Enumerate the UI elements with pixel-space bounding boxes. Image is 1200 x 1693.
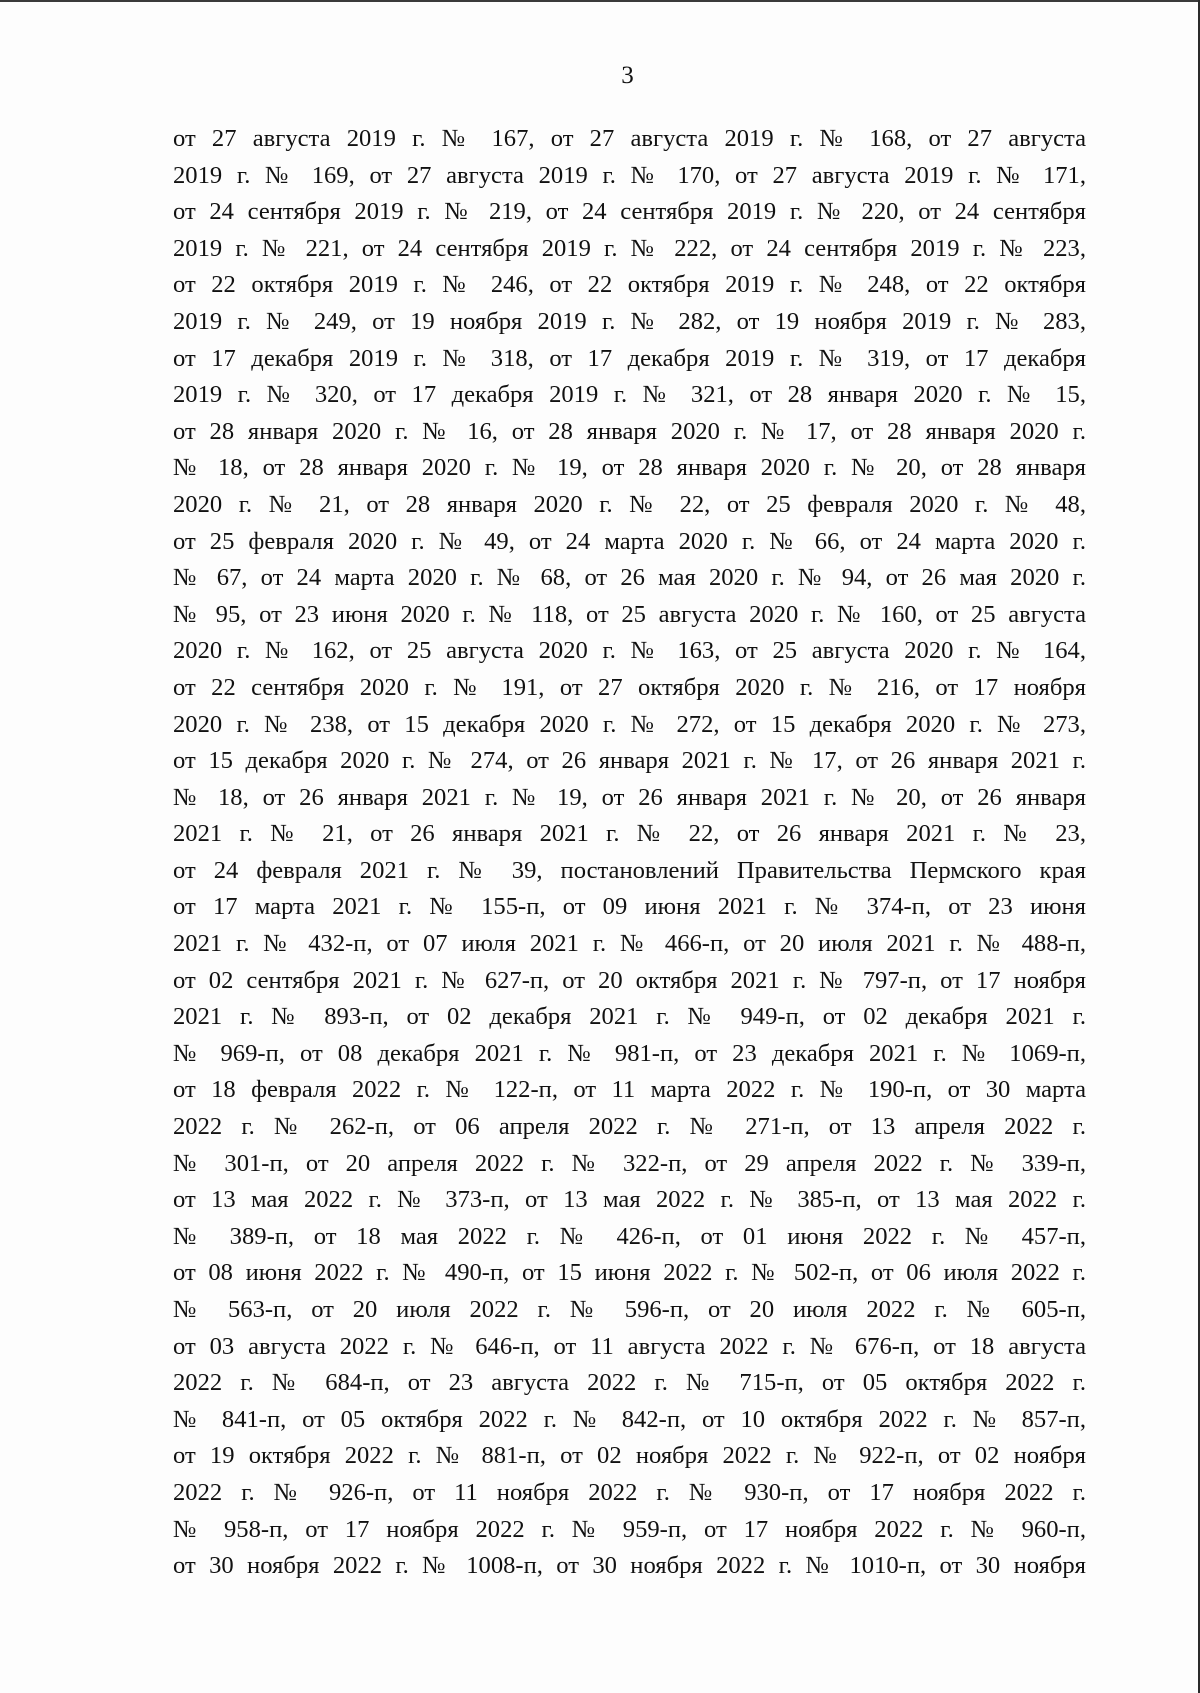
text-line: от 15 декабря 2020 г. № 274, от 26 января 2021 г. № 17, от 26 января 2021 г. — [173, 747, 1086, 775]
text-line: от 22 сентября 2020 г. № 191, от 27 октября 2020 г. № 216, от 17 ноября — [173, 673, 1086, 701]
text-line: 2020 г. № 21, от 28 января 2020 г. № 22, от 25 февраля 2020 г. № 48, — [173, 490, 1086, 518]
body-text — [173, 121, 1086, 1585]
text-line: № 841-п, от 05 октября 2022 г. № 842-п, от 10 октября 2022 г. № 857-п, — [173, 1405, 1086, 1433]
text-line: от 30 ноября 2022 г. № 1008-п, от 30 ноября 2022 г. № 1010-п, от 30 ноября — [173, 1552, 1086, 1580]
text-line: 2019 г. № 221, от 24 сентября 2019 г. № 222, от 24 сентября 2019 г. № 223, — [173, 234, 1086, 262]
text-line: от 13 мая 2022 г. № 373-п, от 13 мая 2022 г. № 385-п, от 13 мая 2022 г. — [173, 1186, 1086, 1214]
text-line: от 03 августа 2022 г. № 646-п, от 11 августа 2022 г. № 676-п, от 18 августа — [173, 1332, 1086, 1360]
text-line: 2022 г. № 926-п, от 11 ноября 2022 г. № 930-п, от 17 ноября 2022 г. — [173, 1478, 1086, 1506]
text-line: от 25 февраля 2020 г. № 49, от 24 марта 2020 г. № 66, от 24 марта 2020 г. — [173, 527, 1086, 555]
text-line: № 18, от 26 января 2021 г. № 19, от 26 января 2021 г. № 20, от 26 января — [173, 783, 1086, 811]
text-line: 2019 г. № 249, от 19 ноября 2019 г. № 282, от 19 ноября 2019 г. № 283, — [173, 307, 1086, 335]
text-line: 2022 г. № 684-п, от 23 августа 2022 г. № 715-п, от 05 октября 2022 г. — [173, 1369, 1086, 1397]
text-line: 2020 г. № 162, от 25 августа 2020 г. № 163, от 25 августа 2020 г. № 164, — [173, 637, 1086, 665]
text-line: 2021 г. № 21, от 26 января 2021 г. № 22, от 26 января 2021 г. № 23, — [173, 820, 1086, 848]
text-line: № 969-п, от 08 декабря 2021 г. № 981-п, от 23 декабря 2021 г. № 1069-п, — [173, 1039, 1086, 1067]
text-line: 2019 г. № 320, от 17 декабря 2019 г. № 321, от 28 января 2020 г. № 15, — [173, 381, 1086, 409]
text-line: № 389-п, от 18 мая 2022 г. № 426-п, от 01 июня 2022 г. № 457-п, — [173, 1222, 1086, 1250]
text-line: от 28 января 2020 г. № 16, от 28 января 2020 г. № 17, от 28 января 2020 г. — [173, 417, 1086, 445]
text-line: 2021 г. № 893-п, от 02 декабря 2021 г. № 949-п, от 02 декабря 2021 г. — [173, 1003, 1086, 1031]
text-line: № 67, от 24 марта 2020 г. № 68, от 26 мая 2020 г. № 94, от 26 мая 2020 г. — [173, 564, 1086, 592]
text-line: от 24 сентября 2019 г. № 219, от 24 сентября 2019 г. № 220, от 24 сентября — [173, 198, 1086, 226]
text-line: от 17 декабря 2019 г. № 318, от 17 декабря 2019 г. № 319, от 17 декабря — [173, 344, 1086, 372]
text-line: от 18 февраля 2022 г. № 122-п, от 11 марта 2022 г. № 190-п, от 30 марта — [173, 1076, 1086, 1104]
text-line: от 08 июня 2022 г. № 490-п, от 15 июня 2022 г. № 502-п, от 06 июля 2022 г. — [173, 1259, 1086, 1287]
text-line: от 24 февраля 2021 г. № 39, постановлений Правительства Пермского края — [173, 856, 1086, 884]
text-line: № 18, от 28 января 2020 г. № 19, от 28 января 2020 г. № 20, от 28 января — [173, 454, 1086, 482]
text-line: 2019 г. № 169, от 27 августа 2019 г. № 170, от 27 августа 2019 г. № 171, — [173, 161, 1086, 189]
text-line: от 27 августа 2019 г. № 167, от 27 августа 2019 г. № 168, от 27 августа — [173, 125, 1086, 152]
text-line: № 301-п, от 20 апреля 2022 г. № 322-п, от 29 апреля 2022 г. № 339-п, — [173, 1149, 1086, 1177]
text-line: 2022 г. № 262-п, от 06 апреля 2022 г. № 271-п, от 13 апреля 2022 г. — [173, 1113, 1086, 1141]
text-line: от 19 октября 2022 г. № 881-п, от 02 ноября 2022 г. № 922-п, от 02 ноября — [173, 1442, 1086, 1470]
page-number: 3 — [621, 62, 634, 89]
text-line: № 563-п, от 20 июля 2022 г. № 596-п, от 20 июля 2022 г. № 605-п, — [173, 1296, 1086, 1323]
text-line: 2021 г. № 432-п, от 07 июля 2021 г. № 466-п, от 20 июля 2021 г. № 488-п, — [173, 930, 1086, 958]
text-line: от 02 сентября 2021 г. № 627-п, от 20 октября 2021 г. № 797-п, от 17 ноября — [173, 966, 1086, 994]
text-line: от 17 марта 2021 г. № 155-п, от 09 июня 2021 г. № 374-п, от 23 июня — [173, 893, 1086, 921]
text-line: от 22 октября 2019 г. № 246, от 22 октября 2019 г. № 248, от 22 октября — [173, 271, 1086, 299]
scan-top-border — [0, 0, 1200, 2]
text-line: № 958-п, от 17 ноября 2022 г. № 959-п, от 17 ноября 2022 г. № 960-п, — [173, 1515, 1086, 1543]
text-line: № 95, от 23 июня 2020 г. № 118, от 25 августа 2020 г. № 160, от 25 августа — [173, 600, 1086, 628]
text-line: 2020 г. № 238, от 15 декабря 2020 г. № 272, от 15 декабря 2020 г. № 273, — [173, 710, 1086, 738]
